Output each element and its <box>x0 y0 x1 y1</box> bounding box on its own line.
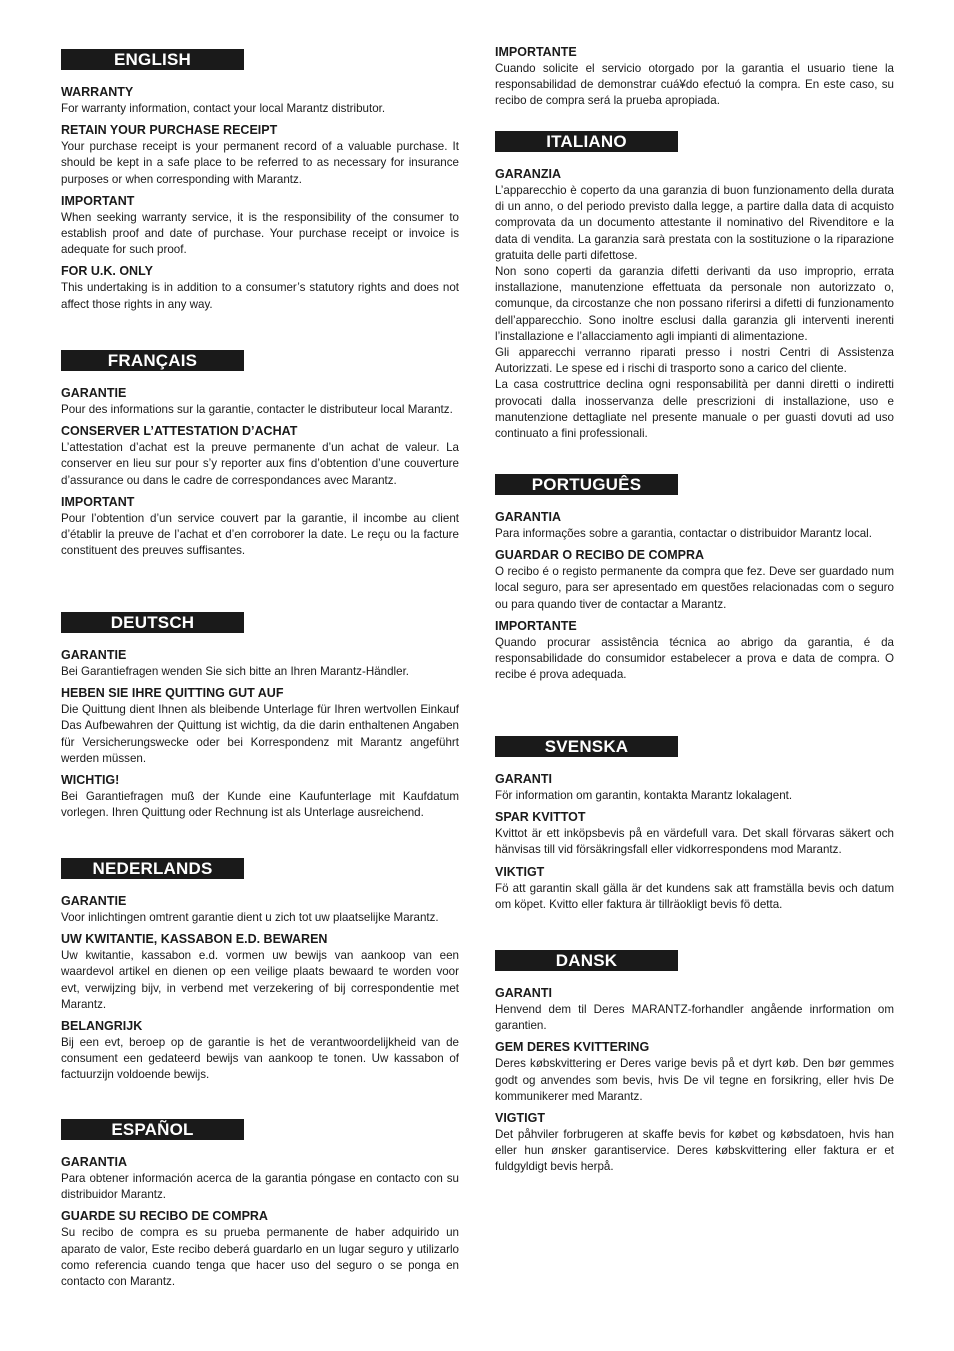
body-text: La casa costruttrice declina ogni responsabilità per danni diretti o indiretti provocati dalla inosservanza delle prescrizioni di installazione, uso e manutenzione dettagliate nel presente manuale o per guasti dovuti ad uso continuato a fini professionali. <box>495 378 894 441</box>
language-heading: NEDERLANDS <box>61 858 244 879</box>
body-text: Det påhviler forbrugeren at skaffe bevis for købet og købsdatoen, hvis han eller hun ønsker garantiservice. Deres købskvittering eller faktura er et fuldgyldigt bevis herpå. <box>495 1128 894 1174</box>
section-francais <box>61 350 459 559</box>
language-heading: ITALIANO <box>495 131 678 152</box>
subheading: HEBEN SIE IHRE QUITTING GUT AUF <box>61 686 284 701</box>
subheading: RETAIN YOUR PURCHASE RECEIPT <box>61 123 278 138</box>
body-text: Your purchase receipt is your permanent record of a valuable purchase. It should be kept in a safe place to be referred to as necessary for insurance purposes or when corresponding with Marantz. <box>61 140 459 186</box>
body-text: Para obtener información acerca de la garantia póngase en contacto con su distribuidor Marantz. <box>61 1172 459 1202</box>
subheading: GUARDE SU RECIBO DE COMPRA <box>61 1209 268 1224</box>
body-text: Bei Garantiefragen wenden Sie sich bitte an Ihren Marantz-Händler. <box>61 665 410 678</box>
body-text: When seeking warranty service, it is the responsibility of the consumer to establish proof and date of purchase. Your purchase receipt or invoice is adequate for such proof. <box>61 210 459 257</box>
subheading: GUARDAR O RECIBO DE COMPRA <box>495 548 705 563</box>
body-text: L’attestation d’achat est la preuve permanente d’un achat de valeur. La conserver en lieu sur pour s’y reporter aux fins d’obtention d’une couverture d’assurance ou dans le cadre de correspondances avec Marantz. <box>61 441 459 487</box>
subheading: GARANTIA <box>495 510 561 524</box>
body-text: Voor inlichtingen omtrent garantie dient u zich tot uw plaatselijke Marantz. <box>61 911 439 924</box>
body-text: Pour des informations sur la garantie, contacter le distributeur local Marantz. <box>61 403 453 416</box>
body-text: Cuando solicite el servicio otorgado por la garantia el usuario tiene la responsabilidad de demonstrar cuá¥do efectuó la compra. En este caso, su recibo de compra será la prueba apropiada. <box>495 62 894 108</box>
body-text: Bei Garantiefragen muß der Kunde eine Kaufunterlage mit Kaufdatum vorlegen. Ihren Quittung oder Rechnung ist als Unterlage ausreichend. <box>61 790 459 820</box>
subheading: GARANTIE <box>61 648 127 662</box>
section-continued <box>495 45 894 110</box>
section-portugues <box>495 474 894 683</box>
body-text: For warranty information, contact your local Marantz distributor. <box>61 102 386 115</box>
subheading: IMPORTANT <box>61 193 135 208</box>
section-svenska <box>495 736 894 913</box>
language-heading: PORTUGUÊS <box>495 474 678 495</box>
section-dansk <box>495 950 894 1176</box>
subheading: GARANTI <box>495 772 552 786</box>
language-heading: FRANÇAIS <box>61 350 244 371</box>
body-text: Quando procurar assistência técnica ao abrigo da garantia, é da responsabilidade do consumidor estabelecer a prova e data de compra. O recibe é prova adequada. <box>495 635 894 682</box>
body-text: O recibo é o registo permanente da compra que fez. Deve ser guardado num local seguro, para ser apresentado em questões relacionadas com o seguro ou para quando tiver de contactar a Marantz. <box>495 565 894 611</box>
body-text: Pour l’obtention d’un service couvert par la garantie, il incombe au client d’établir la preuve de l’achat et d’en corroborer la date. Le reçu ou la facture constituent des preuves suffisantes. <box>61 511 459 558</box>
subheading: UW KWITANTIE, KASSABON E.D. BEWAREN <box>61 932 328 947</box>
subheading: IMPORTANTE <box>495 45 577 59</box>
subheading: FOR U.K. ONLY <box>61 264 153 279</box>
subheading: GARANTIE <box>61 386 127 400</box>
language-heading: DANSK <box>495 950 678 971</box>
subheading: VIGTIGT <box>495 1111 545 1126</box>
subheading: IMPORTANT <box>61 494 135 509</box>
body-text: Non sono coperti da garanzia difetti derivanti da uso improprio, errata installazione, manutenzione effettuata da personale non autorizzato o, comunque, da circostanze che non possano riferirsi a difetti di funzionamento dell’apparecchio. Sono inoltre esclusi dalla garanzia gli interventi inerenti l’installazione e l’allacciamento agli impianti di alimentazione. <box>495 265 894 343</box>
subheading: GEM DERES KVITTERING <box>495 1040 650 1055</box>
subheading: VIKTIGT <box>495 864 545 879</box>
section-espanol <box>61 1119 459 1290</box>
section-nederlands <box>61 858 459 1084</box>
subheading: GARANZIA <box>495 167 561 181</box>
subheading: GARANTIE <box>61 894 127 908</box>
body-text: Henvend dem til Deres MARANTZ-forhandler angående inrformation om garantien. <box>495 1003 894 1033</box>
subheading: GARANTI <box>495 986 552 1000</box>
body-text: Kvittot är ett inköpsbevis på en värdefull vara. Det skall förvaras säkert och hänvisas till vid försäkringsfall eller vidkorrespondens mod Marantz. <box>495 827 894 857</box>
body-text: Su recibo de compra es su prueba permanente de haber adquirido un aparato de valor, Este recibo deberá guardarlo en un lugar seguro y utilizarlo como referencia cuando tenga que hacer uso del seguro o se ponga en contacto con Marantz. <box>61 1226 459 1289</box>
language-heading: DEUTSCH <box>61 612 244 633</box>
body-text: L’apparecchio è coperto da una garanzia di buon funzionamento della durata di un anno, o del periodo previsto dalla legge, a partire dalla data di acquisto comprovata da un documento attestante il nominativo del Rivenditore e la data di vendita. La garanzia sarà prestata con la sostituzione o la riparazione gratuita delle parti difettose. <box>495 184 894 262</box>
subheading: IMPORTANTE <box>495 618 577 633</box>
subheading: CONSERVER L’ATTESTATION D’ACHAT <box>61 424 298 439</box>
subheading: GARANTIA <box>61 1155 127 1169</box>
body-text: Bij een evt, beroep op de garantie is het de verantwoordelijkheid van de consument een gedateerd bewijs van aankoop te tonen. Uw kassabon of factuurzijn voldoende bewijs. <box>61 1036 459 1082</box>
subheading: WARRANTY <box>61 85 134 99</box>
body-text: Gli apparecchi verranno riparati presso i nostri Centri di Assistenza Autorizzati. Le spese ed i rischi di trasporto sono a carico del cliente. <box>495 346 894 376</box>
section-deutsch <box>61 612 459 821</box>
body-text: This undertaking is in addition to a consumer’s statutory rights and does not affect those rights in any way. <box>61 281 459 311</box>
language-heading: ESPAÑOL <box>61 1119 244 1140</box>
subheading: BELANGRIJK <box>61 1019 143 1034</box>
subheading: WICHTIG! <box>61 773 120 788</box>
language-heading: ENGLISH <box>61 49 244 70</box>
body-text: För information om garantin, kontakta Marantz lokalagent. <box>495 789 793 802</box>
subheading: SPAR KVITTOT <box>495 810 586 825</box>
section-english <box>61 49 459 313</box>
body-text: Deres købskvittering er Deres varige bevis på et dyrt køb. Den bør gemmes godt og anvendes som bevis, hvis De vil tegne en forsikring, eller hvis De kommunikerer med Marantz. <box>495 1057 894 1103</box>
body-text: Die Quittung dient Ihnen als bleibende Unterlage für Ihren wertvollen Einkauf Das Aufbewahren der Quittung ist wichtig, da die darin enthaltenen Angaben für Versicherungswecke oder bei Korrespondenz mit Marantz angeführt werden müssen. <box>61 703 459 765</box>
body-text: Fö att garantin skall gälla är det kundens sak att framställa bevis och datum om köpet. Kvitto eller faktura är tillräokligt bevis fö detta. <box>495 881 894 911</box>
language-heading: SVENSKA <box>495 736 678 757</box>
section-italiano <box>495 131 894 442</box>
body-text: Uw kwitantie, kassabon e.d. vormen uw bewijs van aankoop van een waardevol artikel en dienen op een veilige plaats bewaard te worden voor evt, verwijzing bijv, in verbend met verzekering of bij correspondentie met Marantz. <box>61 949 459 1011</box>
body-text: Para informações sobre a garantia, contactar o distribuidor Marantz local. <box>495 527 872 540</box>
